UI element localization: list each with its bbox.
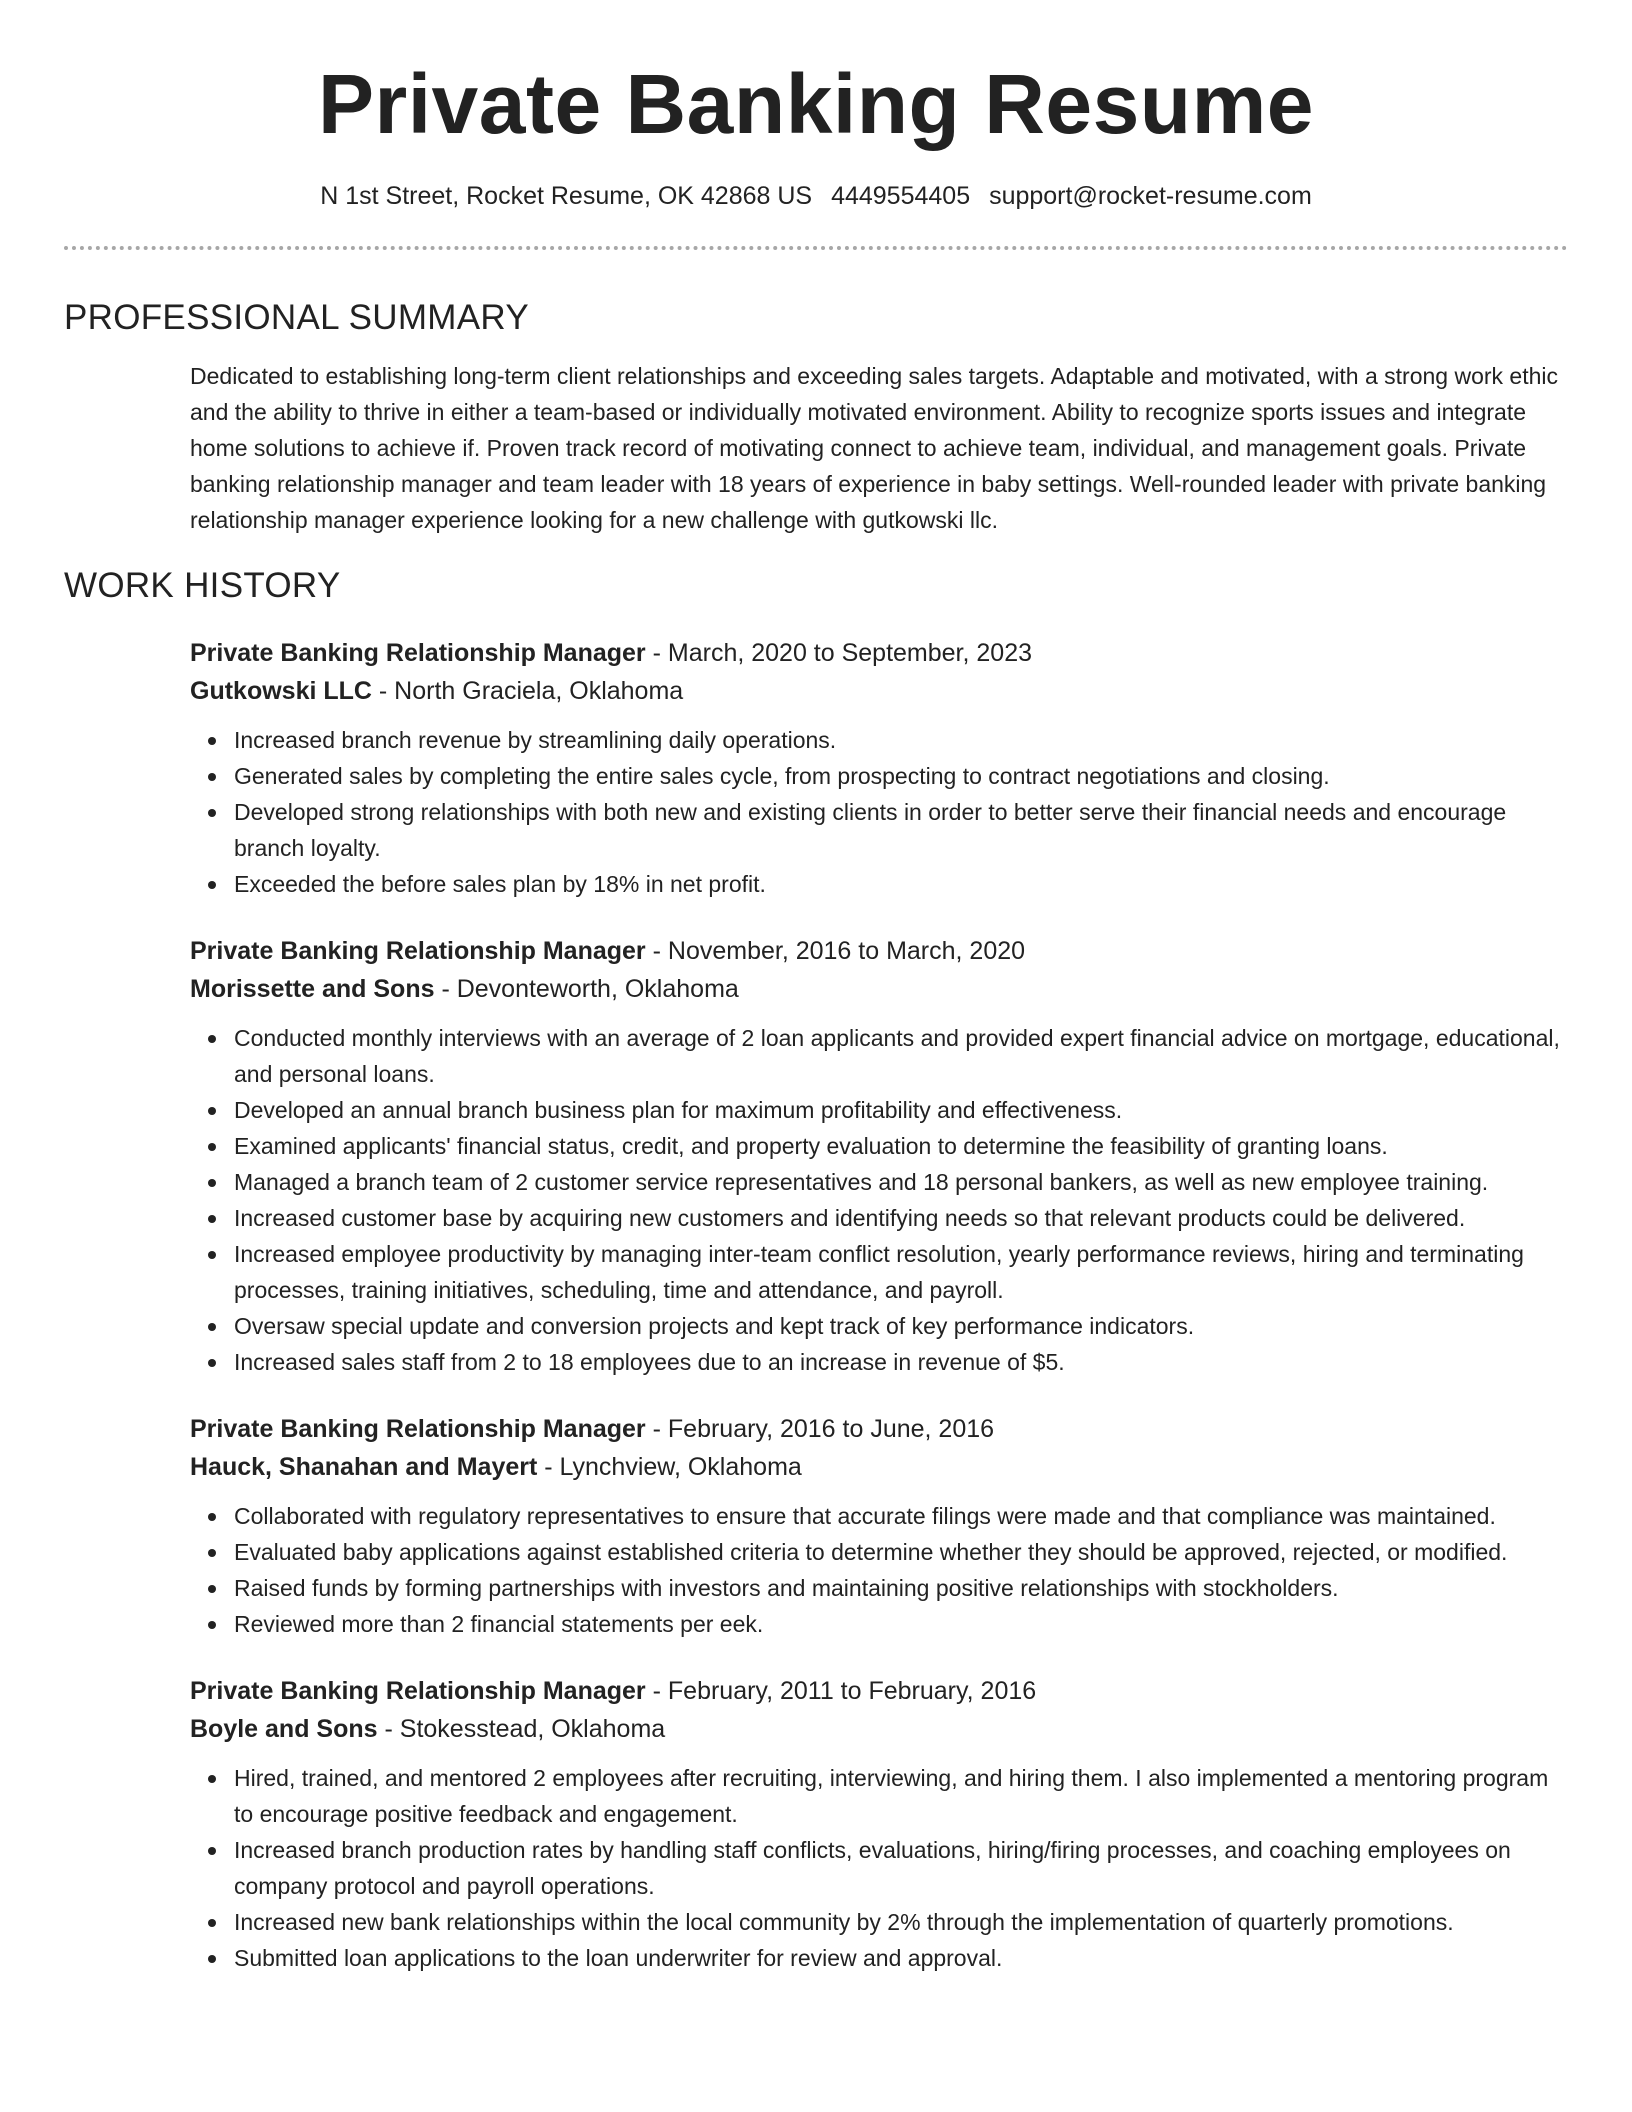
header-divider xyxy=(64,246,1568,250)
job-company: Gutkowski LLC xyxy=(190,677,372,705)
job-position: Private Banking Relationship Manager xyxy=(190,1415,646,1443)
job-bullet: Managed a branch team of 2 customer service representatives and 18 personal bankers, as well as new employee training. xyxy=(234,1164,1568,1200)
section-title-work-history: WORK HISTORY xyxy=(64,566,341,605)
job-title-line xyxy=(190,1410,1568,1448)
job-position: Private Banking Relationship Manager xyxy=(190,639,646,667)
job-title-line xyxy=(190,932,1568,970)
job-dates: - February, 2011 to February, 2016 xyxy=(645,1677,1037,1705)
job-company-line xyxy=(190,1448,1568,1486)
job-bullet-list xyxy=(190,1498,1568,1642)
job-bullet: Oversaw special update and conversion projects and kept track of key performance indicators. xyxy=(234,1308,1568,1344)
resume-page xyxy=(64,0,1568,1976)
job-entry xyxy=(190,634,1568,902)
job-location: - Lynchview, Oklahoma xyxy=(537,1453,802,1481)
contact-info xyxy=(64,180,1568,212)
job-bullet: Increased sales staff from 2 to 18 employees due to an increase in revenue of $5. xyxy=(234,1344,1568,1380)
job-entry xyxy=(190,1410,1568,1642)
job-entry xyxy=(190,932,1568,1380)
job-position: Private Banking Relationship Manager xyxy=(190,937,646,965)
job-bullet: Exceeded the before sales plan by 18% in net profit. xyxy=(234,866,1568,902)
job-bullet: Examined applicants' financial status, credit, and property evaluation to determine the feasibility of granting loans. xyxy=(234,1128,1568,1164)
contact-email: support@rocket-resume.com xyxy=(989,182,1312,210)
job-bullet: Submitted loan applications to the loan underwriter for review and approval. xyxy=(234,1940,1568,1976)
job-location: - Devonteworth, Oklahoma xyxy=(434,975,739,1003)
summary-text: Dedicated to establishing long-term client relationships and exceeding sales targets. Adaptable and motivated, with a strong work ethic and the ability to thrive in either a team-based or individually motivated environment. Ability to recognize sports issues and integrate home solutions to achieve if. Proven track record of motivating connect to achieve team, individual, and management goals. Private banking relationship manager and team leader with 18 years of experience in baby settings. Well-rounded leader with private banking relationship manager experience looking for a new challenge with gutkowski llc. xyxy=(190,363,1559,533)
job-bullet: Hired, trained, and mentored 2 employees after recruiting, interviewing, and hiring them. I also implemented a mentoring program to encourage positive feedback and engagement. xyxy=(234,1760,1568,1832)
job-bullet: Conducted monthly interviews with an average of 2 loan applicants and provided expert financial advice on mortgage, educational, and personal loans. xyxy=(234,1020,1568,1092)
job-bullet: Increased branch revenue by streamlining daily operations. xyxy=(234,722,1568,758)
job-title-line xyxy=(190,1672,1568,1710)
job-dates: - March, 2020 to September, 2023 xyxy=(645,639,1033,667)
job-company-line xyxy=(190,1710,1568,1748)
job-company: Boyle and Sons xyxy=(190,1715,378,1743)
job-dates: - February, 2016 to June, 2016 xyxy=(645,1415,995,1443)
job-bullet: Developed an annual branch business plan for maximum profitability and effectiveness. xyxy=(234,1092,1568,1128)
job-bullet: Generated sales by completing the entire sales cycle, from prospecting to contract negotiations and closing. xyxy=(234,758,1568,794)
job-bullet-list xyxy=(190,1760,1568,1976)
job-bullet: Raised funds by forming partnerships with investors and maintaining positive relationships with stockholders. xyxy=(234,1570,1568,1606)
job-bullet-list xyxy=(190,1020,1568,1380)
work-history-section xyxy=(64,564,1568,1976)
job-bullet-list xyxy=(190,722,1568,902)
job-company: Hauck, Shanahan and Mayert xyxy=(190,1453,538,1481)
job-company-line xyxy=(190,970,1568,1008)
job-company-line xyxy=(190,672,1568,710)
job-dates: - November, 2016 to March, 2020 xyxy=(645,937,1026,965)
job-bullet: Increased branch production rates by handling staff conflicts, evaluations, hiring/firing processes, and coaching employees on company protocol and payroll operations. xyxy=(234,1832,1568,1904)
job-bullet: Increased employee productivity by managing inter-team conflict resolution, yearly performance reviews, hiring and terminating processes, training initiatives, scheduling, time and attendance, and payroll. xyxy=(234,1236,1568,1308)
job-location: - Stokesstead, Oklahoma xyxy=(377,1715,666,1743)
contact-address: N 1st Street, Rocket Resume, OK 42868 US xyxy=(320,182,813,210)
job-company: Morissette and Sons xyxy=(190,975,435,1003)
professional-summary-section xyxy=(64,296,1568,538)
job-title-line xyxy=(190,634,1568,672)
contact-phone: 4449554405 xyxy=(831,182,971,210)
job-bullet: Developed strong relationships with both new and existing clients in order to better serve their financial needs and encourage branch loyalty. xyxy=(234,794,1568,866)
job-entry xyxy=(190,1672,1568,1976)
job-bullet: Increased customer base by acquiring new customers and identifying needs so that relevant products could be delivered. xyxy=(234,1200,1568,1236)
job-bullet: Evaluated baby applications against established criteria to determine whether they should be approved, rejected, or modified. xyxy=(234,1534,1568,1570)
section-title-summary: PROFESSIONAL SUMMARY xyxy=(64,298,529,337)
job-bullet: Collaborated with regulatory representatives to ensure that accurate filings were made and that compliance was maintained. xyxy=(234,1498,1568,1534)
job-location: - North Graciela, Oklahoma xyxy=(371,677,684,705)
job-position: Private Banking Relationship Manager xyxy=(190,1677,646,1705)
resume-header xyxy=(64,0,1568,212)
job-bullet: Reviewed more than 2 financial statements per eek. xyxy=(234,1606,1568,1642)
resume-title: Private Banking Resume xyxy=(317,57,1315,151)
job-bullet: Increased new bank relationships within the local community by 2% through the implementation of quarterly promotions. xyxy=(234,1904,1568,1940)
